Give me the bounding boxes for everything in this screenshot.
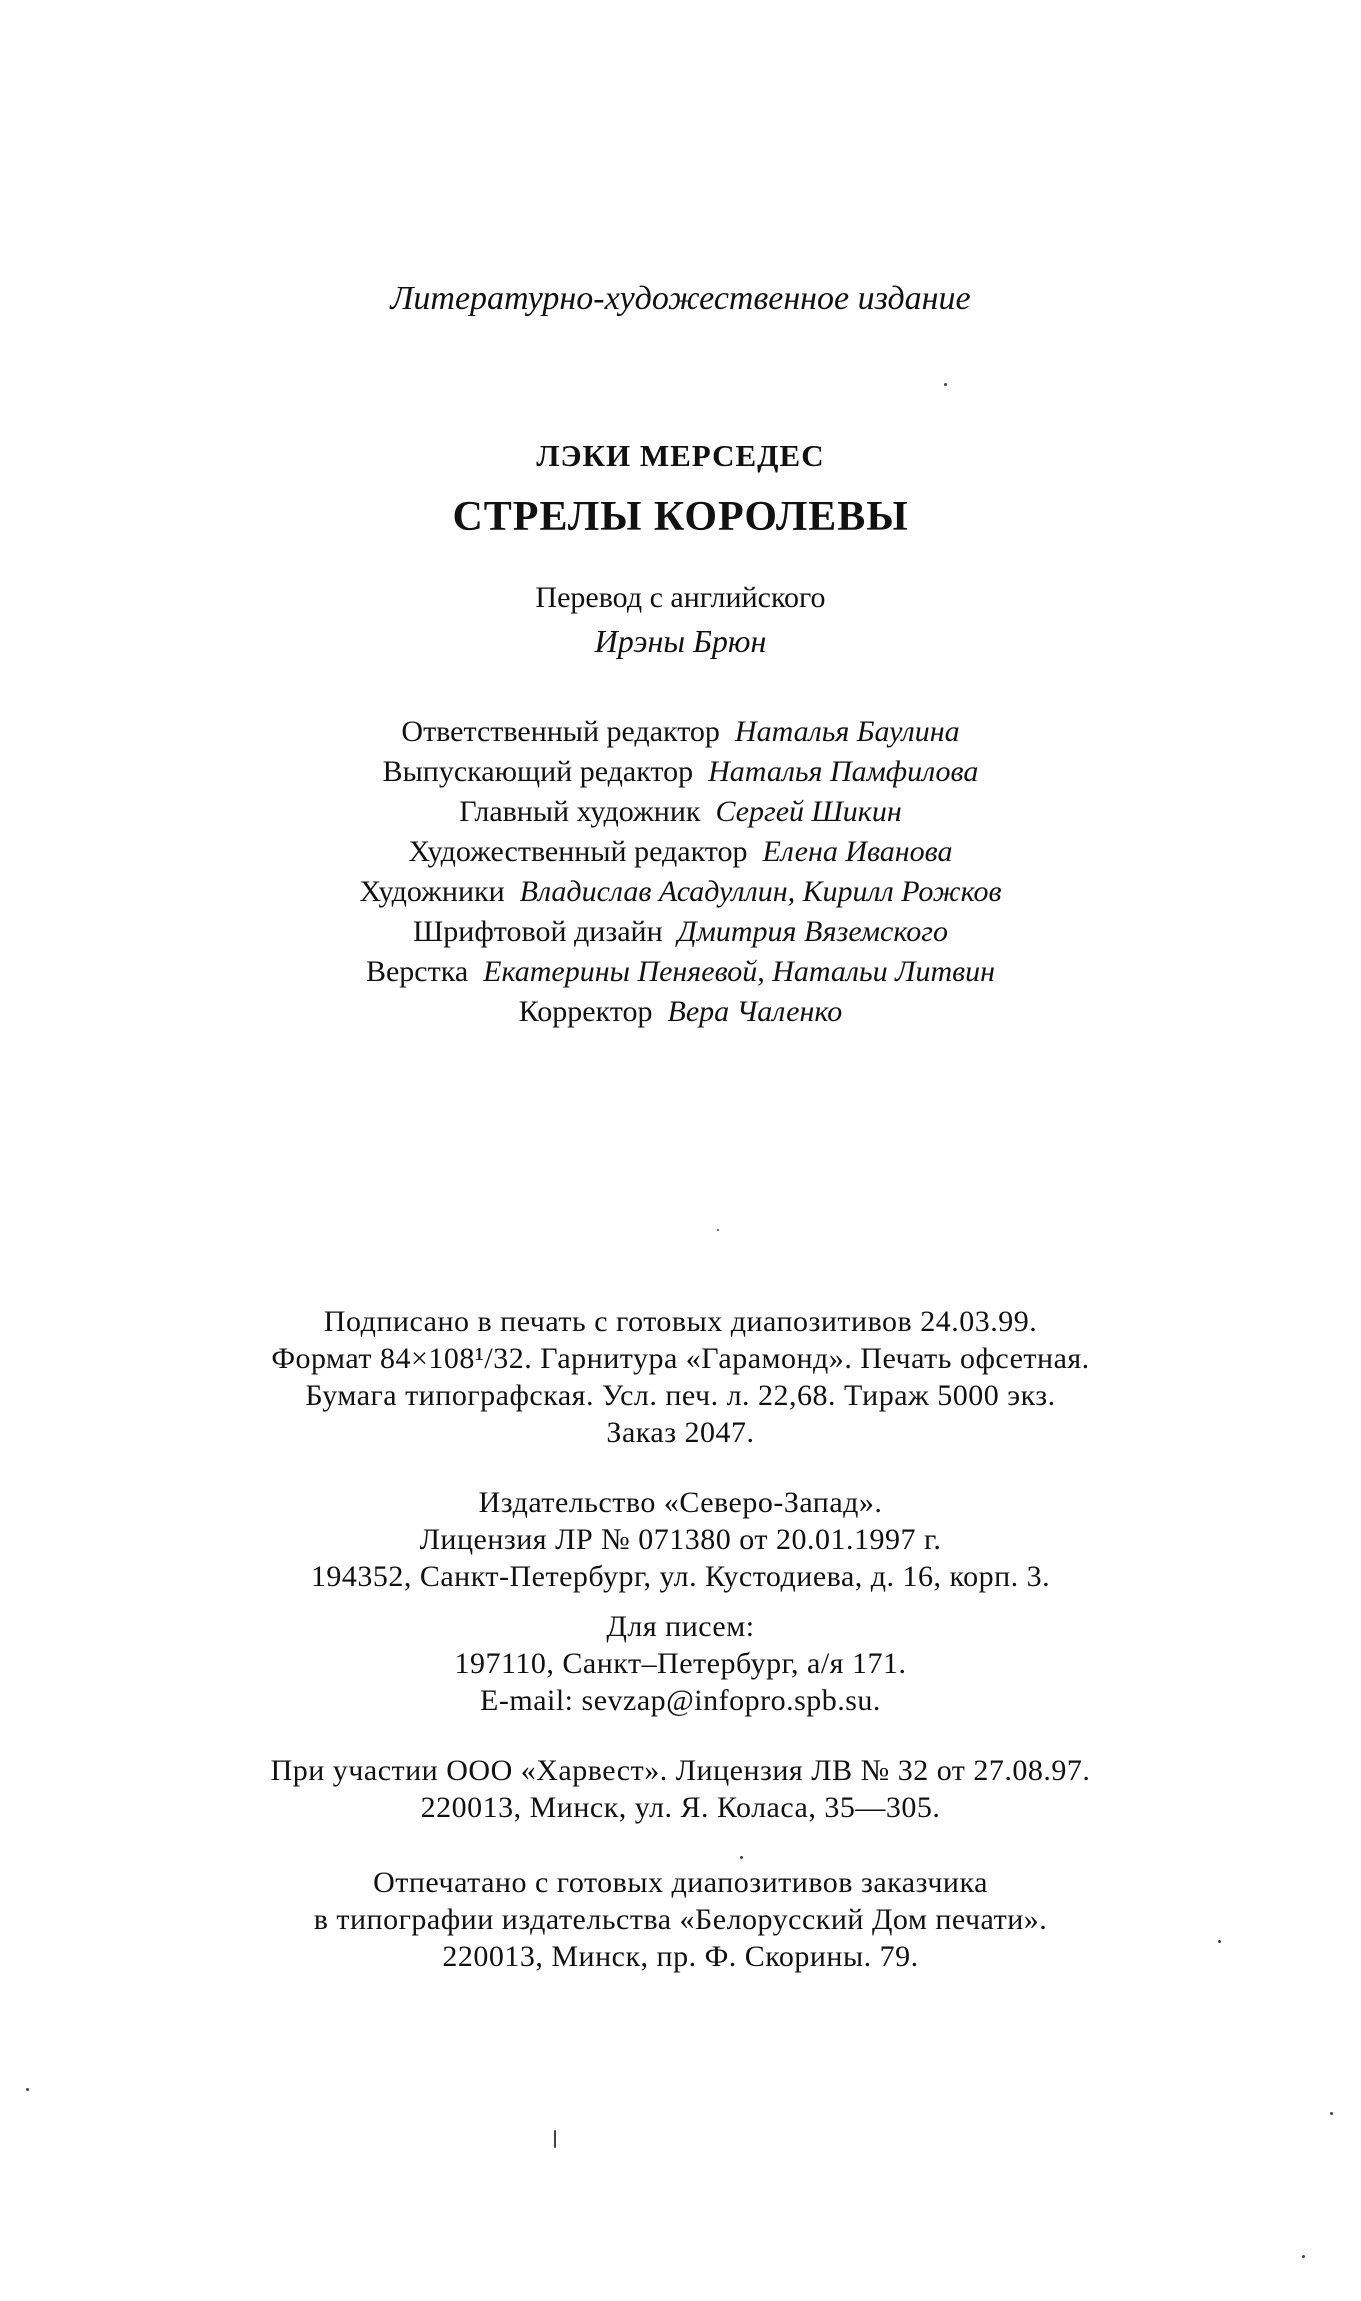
credit-line xyxy=(0,837,1361,867)
credit-role: Главный художник xyxy=(459,795,701,828)
printer-info-line: 220013, Минск, пр. Ф. Скорины. 79. xyxy=(442,1940,919,1973)
publisher-info-line: Издательство «Северо-Запад». xyxy=(478,1486,883,1519)
publisher-info-line: Для писем: xyxy=(606,1610,755,1643)
credit-name: Елена Иванова xyxy=(762,835,953,868)
publisher-info-line: Лицензия ЛР № 071380 от 20.01.1997 г. xyxy=(419,1523,942,1556)
publisher-info-line: E-mail: sevzap@infopro.spb.su. xyxy=(480,1684,881,1717)
credit-line xyxy=(0,797,1361,827)
credit-line xyxy=(0,917,1361,947)
credit-name: Дмитрия Вяземского xyxy=(677,915,948,948)
credit-name: Владислав Асадуллин, Кирилл Рожков xyxy=(519,875,1002,908)
printer-info-line: в типографии издательства «Белорусский Дом печати». xyxy=(313,1903,1048,1936)
credit-name: Вера Чаленко xyxy=(667,995,843,1028)
partner-info-line: 220013, Минск, ул. Я. Коласа, 35—305. xyxy=(420,1791,941,1824)
credit-name: Сергей Шикин xyxy=(715,795,902,828)
translation-note: Перевод с английского xyxy=(535,581,826,614)
credit-name: Наталья Памфилова xyxy=(708,755,979,788)
credit-line xyxy=(0,877,1361,907)
series-label: Литературно-художественное издание xyxy=(390,280,971,317)
scan-speck xyxy=(1302,2255,1305,2258)
scan-speck xyxy=(1218,1940,1221,1943)
print-info-line: Подписано в печать с готовых диапозитивов 24.03.99. xyxy=(323,1305,1038,1338)
credit-name: Екатерины Пеняевой, Натальи Литвин xyxy=(483,955,996,988)
credit-role: Художники xyxy=(359,875,505,908)
scan-speck xyxy=(1330,2112,1333,2115)
printer-info-line: Отпечатано с готовых диапозитивов заказчика xyxy=(373,1866,988,1899)
credit-line xyxy=(0,717,1361,747)
partner-info-line: При участии ООО «Харвест». Лицензия ЛВ № 32 от 27.08.97. xyxy=(270,1754,1091,1787)
credit-name: Наталья Баулина xyxy=(734,715,960,748)
credit-role: Корректор xyxy=(518,995,653,1028)
scan-speck xyxy=(944,383,947,386)
credit-line xyxy=(0,997,1361,1027)
credit-role: Художественный редактор xyxy=(408,835,748,868)
book-title: СТРЕЛЫ КОРОЛЕВЫ xyxy=(452,494,909,540)
credit-role: Ответственный редактор xyxy=(401,715,720,748)
credit-role: Верстка xyxy=(365,955,469,988)
author-name: ЛЭКИ МЕРСЕДЕС xyxy=(536,438,825,473)
credit-line xyxy=(0,757,1361,787)
credit-line xyxy=(0,957,1361,987)
scan-speck xyxy=(26,2088,29,2091)
print-info-line: Заказ 2047. xyxy=(606,1416,755,1449)
scan-speck xyxy=(554,2130,556,2148)
credit-role: Шрифтовой дизайн xyxy=(413,915,663,948)
print-info-line: Бумага типографская. Усл. печ. л. 22,68. Тираж 5000 экз. xyxy=(305,1379,1056,1412)
scan-speck xyxy=(740,1856,743,1859)
scan-speck xyxy=(717,1229,719,1231)
print-info-line: Формат 84×108¹/32. Гарнитура «Гарамонд». Печать офсетная. xyxy=(271,1342,1090,1375)
translator-name: Ирэны Брюн xyxy=(594,623,767,659)
publisher-info-line: 197110, Санкт–Петербург, а/я 171. xyxy=(454,1647,907,1680)
credit-role: Выпускающий редактор xyxy=(382,755,694,788)
publisher-info-line: 194352, Санкт-Петербург, ул. Кустодиева, д. 16, корп. 3. xyxy=(310,1560,1051,1593)
